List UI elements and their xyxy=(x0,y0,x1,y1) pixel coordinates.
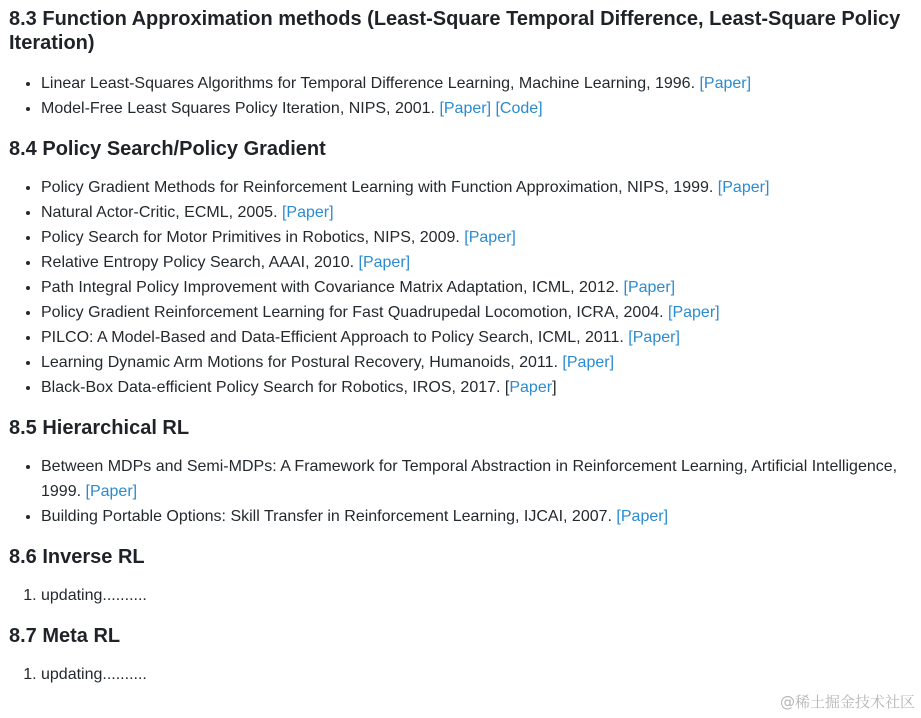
section-8-7 xyxy=(9,624,912,687)
section-8-6 xyxy=(9,545,912,608)
list-item xyxy=(41,300,912,325)
reference-list xyxy=(9,71,912,121)
paper-link[interactable]: [Paper] xyxy=(358,254,411,271)
section-8-4 xyxy=(9,137,912,400)
paper-link[interactable]: [Paper] xyxy=(439,100,492,117)
reference-text: Linear Least-Squares Algorithms for Temporal Difference Learning, Machine Learning, 1996. xyxy=(41,75,696,92)
paper-link[interactable]: [Paper] xyxy=(699,75,752,92)
reference-text: PILCO: A Model-Based and Data-Efficient Approach to Policy Search, ICML, 2011. xyxy=(41,329,624,346)
section-title: 8.5 Hierarchical RL xyxy=(9,417,190,439)
reference-text: Building Portable Options: Skill Transfer in Reinforcement Learning, IJCAI, 2007. xyxy=(41,508,612,525)
section-title: 8.7 Meta RL xyxy=(9,625,121,647)
ordered-list xyxy=(9,583,912,608)
reference-text: Learning Dynamic Arm Motions for Postural Recovery, Humanoids, 2011. xyxy=(41,354,558,371)
paper-link[interactable]: [Paper] xyxy=(717,179,770,196)
paper-link[interactable]: Paper xyxy=(509,379,553,396)
bracket-close: ] xyxy=(552,379,557,396)
paper-link[interactable]: [Paper] xyxy=(623,279,676,296)
section-title: 8.3 Function Approximation methods (Least-Square Temporal Difference, Least-Square Policy Iteration) xyxy=(9,8,901,54)
paper-link[interactable]: [Paper] xyxy=(85,483,138,500)
reference-text: Model-Free Least Squares Policy Iteration, NIPS, 2001. xyxy=(41,100,435,117)
list-item xyxy=(41,225,912,250)
section-title: 8.4 Policy Search/Policy Gradient xyxy=(9,138,326,160)
reference-text: Between MDPs and Semi-MDPs: A Framework for Temporal Abstraction in Reinforcement Learning, Artificial Intelligence, 1999. xyxy=(41,458,898,500)
paper-link[interactable]: [Paper] xyxy=(668,304,720,321)
list-item xyxy=(41,375,912,400)
watermark: @稀土掘金技术社区 xyxy=(779,693,915,711)
reference-text: Path Integral Policy Improvement with Covariance Matrix Adaptation, ICML, 2012. xyxy=(41,279,620,296)
list-item xyxy=(41,325,912,350)
paper-link[interactable]: [Paper] xyxy=(464,229,516,246)
list-item xyxy=(41,175,912,200)
code-link[interactable]: [Code] xyxy=(495,100,543,117)
list-item xyxy=(41,504,912,529)
ordered-list xyxy=(9,662,912,687)
list-item: 1. updating.......... xyxy=(41,662,912,687)
reference-text: Policy Gradient Reinforcement Learning for Fast Quadrupedal Locomotion, ICRA, 2004. xyxy=(41,304,664,321)
list-item xyxy=(41,200,912,225)
reference-text: Black-Box Data-efficient Policy Search for Robotics, IROS, 2017. [ xyxy=(41,379,510,396)
list-item xyxy=(41,275,912,300)
reference-text: Policy Gradient Methods for Reinforcement Learning with Function Approximation, NIPS, 1999. xyxy=(41,179,714,196)
list-item xyxy=(41,350,912,375)
list-item xyxy=(41,96,912,121)
paper-link[interactable]: [Paper] xyxy=(616,508,669,525)
list-item xyxy=(41,250,912,275)
reference-list xyxy=(9,175,912,400)
list-item: 1. updating.......... xyxy=(41,583,912,608)
paper-link[interactable]: [Paper] xyxy=(281,204,334,221)
reference-text: Policy Search for Motor Primitives in Robotics, NIPS, 2009. xyxy=(41,229,460,246)
paper-link[interactable]: [Paper] xyxy=(562,354,615,371)
list-item xyxy=(41,454,912,504)
paper-link[interactable]: [Paper] xyxy=(628,329,680,346)
section-8-5 xyxy=(9,416,912,529)
reference-text: Relative Entropy Policy Search, AAAI, 2010. xyxy=(41,254,355,271)
section-title: 8.6 Inverse RL xyxy=(9,546,145,568)
list-item xyxy=(41,71,912,96)
reference-list xyxy=(9,454,912,529)
section-8-3 xyxy=(9,7,912,121)
reference-text: Natural Actor-Critic, ECML, 2005. xyxy=(41,204,278,221)
